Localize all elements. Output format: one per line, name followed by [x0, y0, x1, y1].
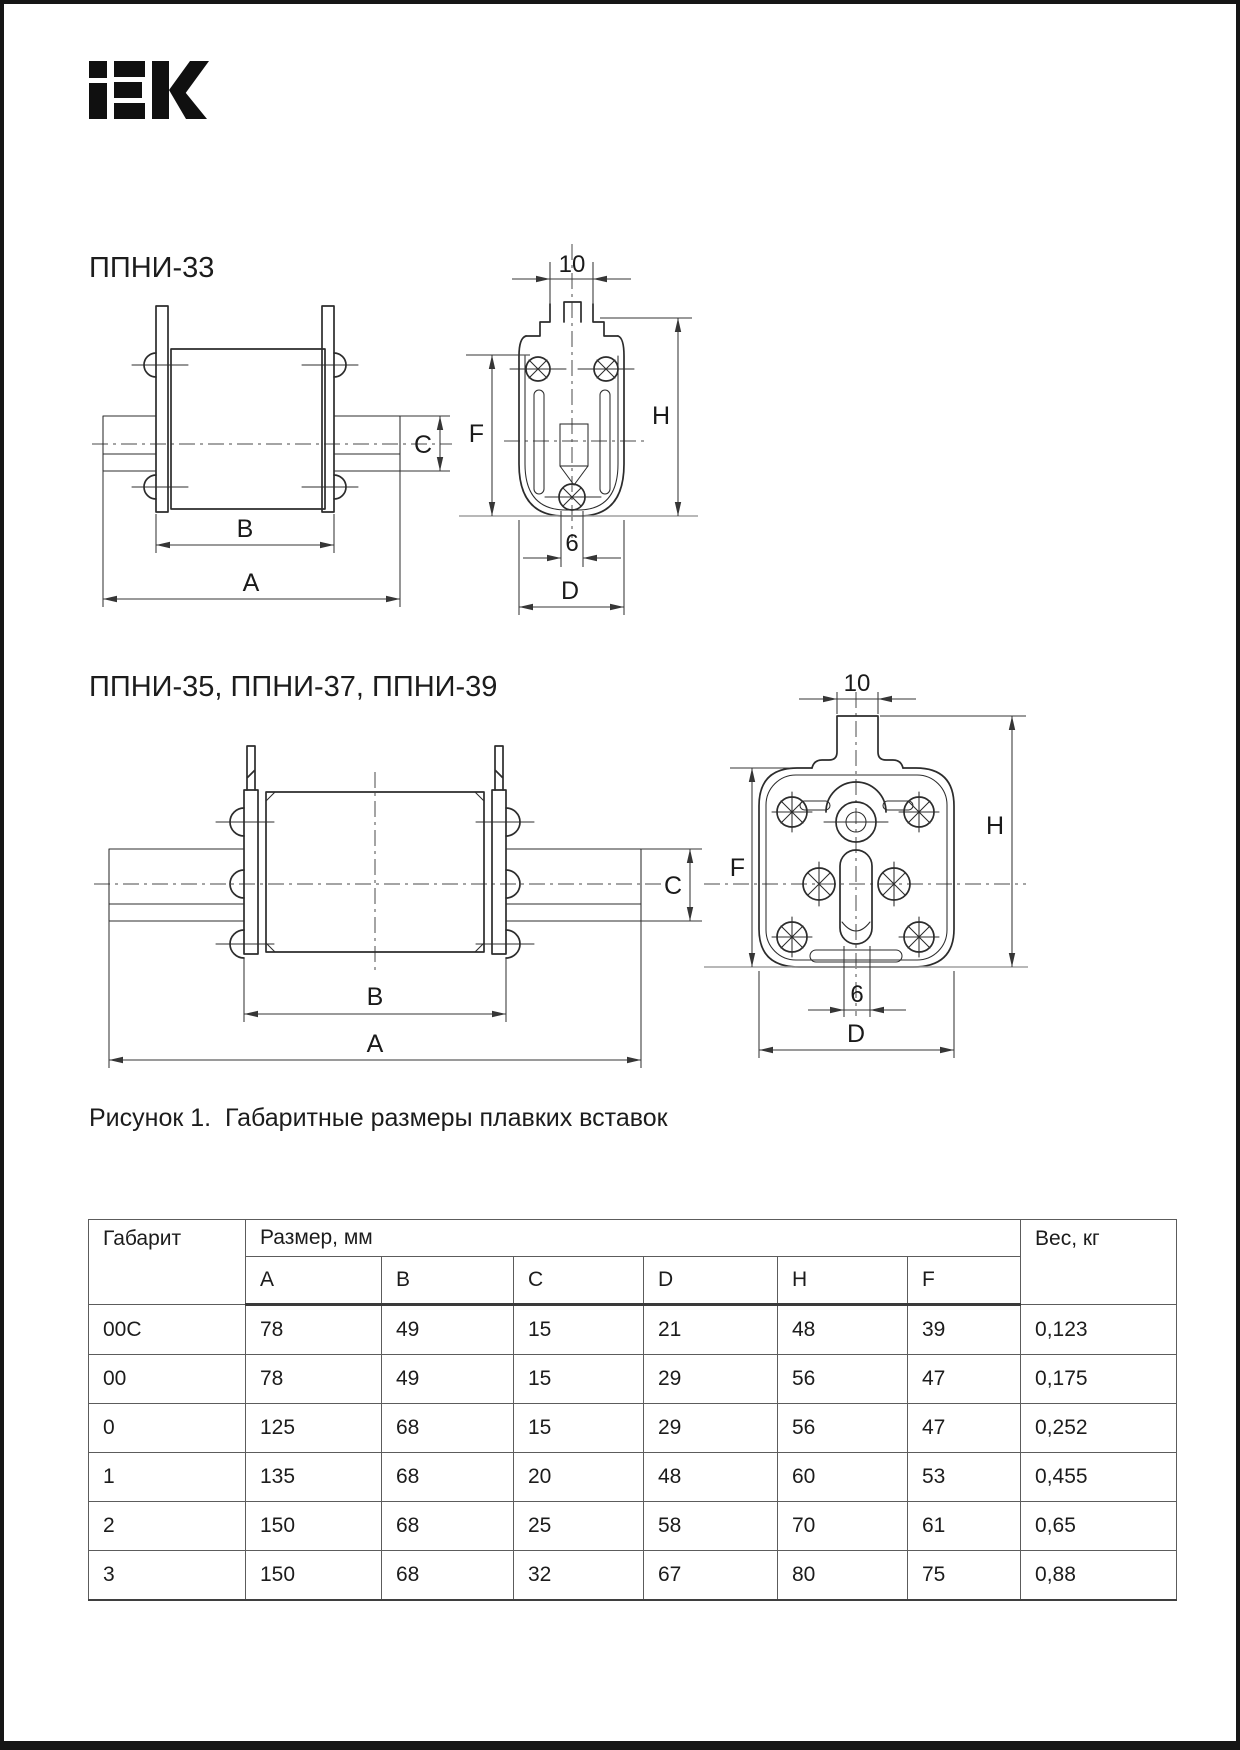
- col-header-weight: Вес, кг: [1021, 1220, 1177, 1305]
- cell-gabarit: 00: [89, 1355, 246, 1404]
- fig1-front-dim-d: D: [560, 577, 580, 605]
- fig1-side-view: [92, 306, 452, 607]
- figure1-variant-title: ППНИ-33: [89, 252, 215, 284]
- fig2-side-dim-c: C: [663, 872, 682, 900]
- cell-gabarit: 00C: [89, 1305, 246, 1355]
- figure-caption: Рисунок 1. Габаритные размеры плавких вставок: [89, 1104, 668, 1132]
- col-header-b: B: [382, 1257, 514, 1305]
- table-row: 00 78 49 15 29 56 47 0,175: [89, 1355, 1177, 1404]
- fig2-side-dim-b: B: [366, 983, 384, 1011]
- col-header-c: C: [514, 1257, 644, 1305]
- fig1-front-dim-10: 10: [558, 251, 586, 278]
- fig2-front-view: [704, 670, 1028, 1058]
- cell-gabarit: 0: [89, 1404, 246, 1453]
- col-header-a: A: [246, 1257, 382, 1305]
- table-row: 3 150 68 32 67 80 75 0,88: [89, 1551, 1177, 1601]
- fig2-front-dim-10: 10: [843, 670, 871, 697]
- figure2-drawing: [89, 644, 1089, 1074]
- cell-gabarit: 1: [89, 1453, 246, 1502]
- figure2-variant-title: ППНИ-35, ППНИ-37, ППНИ-39: [89, 671, 498, 703]
- figure1-drawing: [89, 229, 709, 629]
- table-row: 00C 78 49 15 21 48 39 0,123: [89, 1305, 1177, 1355]
- fig2-front-dim-f: F: [729, 854, 745, 882]
- fig2-side-dim-a: A: [366, 1030, 384, 1058]
- table-header-row-2: [89, 1257, 1177, 1305]
- fig1-front-dim-h: H: [651, 402, 670, 430]
- fig2-side-view: [94, 746, 702, 1068]
- table-header-row-1: [89, 1220, 1177, 1257]
- table-row: 0 125 68 15 29 56 47 0,252: [89, 1404, 1177, 1453]
- fig1-front-view: [459, 244, 698, 615]
- col-header-size: Размер, мм: [246, 1220, 1021, 1257]
- cell-gabarit: 2: [89, 1502, 246, 1551]
- col-header-gabarit: Габарит: [89, 1220, 246, 1305]
- fig2-front-dim-h: H: [985, 812, 1004, 840]
- col-header-h: H: [778, 1257, 908, 1305]
- col-header-f: F: [908, 1257, 1021, 1305]
- col-header-d: D: [644, 1257, 778, 1305]
- fig2-front-dim-d: D: [846, 1020, 866, 1048]
- cell-gabarit: 3: [89, 1551, 246, 1601]
- fig1-front-dim-6: 6: [565, 530, 579, 557]
- fig1-front-dim-f: F: [468, 420, 484, 448]
- dimensions-table: [88, 1219, 1177, 1601]
- fig1-side-dim-c: C: [413, 431, 432, 459]
- fig2-front-dim-6: 6: [850, 981, 864, 1008]
- iek-logo: [89, 60, 209, 122]
- fig1-side-dim-a: A: [242, 569, 260, 597]
- table-row: 2 150 68 25 58 70 61 0,65: [89, 1502, 1177, 1551]
- fig1-side-dim-b: B: [236, 515, 254, 543]
- table-row: 1 135 68 20 48 60 53 0,455: [89, 1453, 1177, 1502]
